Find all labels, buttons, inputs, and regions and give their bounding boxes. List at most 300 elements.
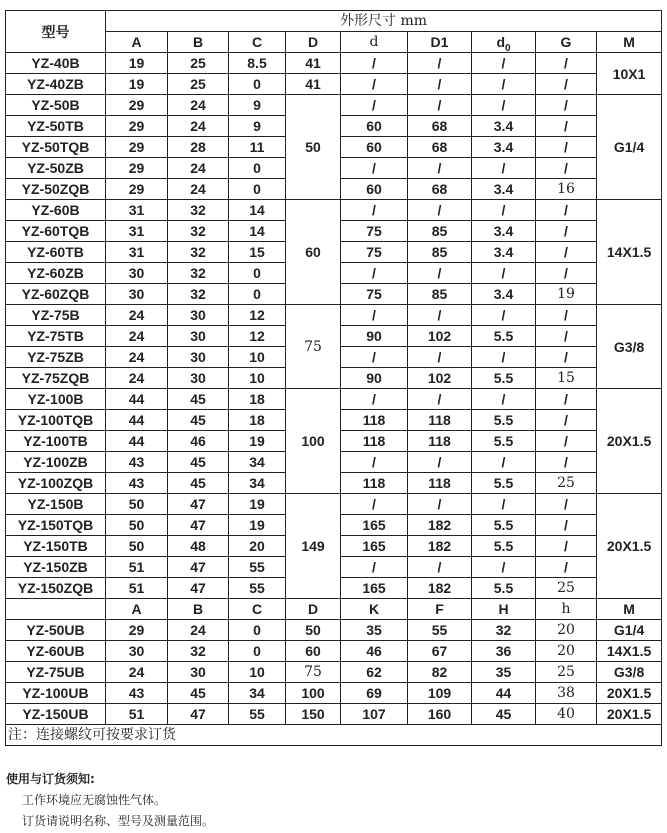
model-cell: YZ-100UB xyxy=(6,683,106,704)
model-cell: YZ-150ZB xyxy=(6,557,106,578)
dim-g-cell: / xyxy=(536,263,597,284)
dim-b-cell: 32 xyxy=(168,242,229,263)
table-row xyxy=(6,620,662,641)
dim-a-cell: 51 xyxy=(106,557,168,578)
dim-g-cell: / xyxy=(536,95,597,116)
dim-b-cell: 30 xyxy=(168,326,229,347)
dim-c-cell: 0 xyxy=(229,158,286,179)
dim-f-cell: 160 xyxy=(408,704,472,725)
dim-b-cell: 47 xyxy=(168,704,229,725)
dim-a-cell: 19 xyxy=(106,53,168,74)
dim-g-cell: 25 xyxy=(536,578,597,599)
dim-g-cell: / xyxy=(536,200,597,221)
column-header: C xyxy=(229,599,286,620)
dim-g-cell: / xyxy=(536,452,597,473)
dim-d0-cell: 3.4 xyxy=(472,116,536,137)
dim-d1-cell: 182 xyxy=(408,578,472,599)
dim-d1-cell: / xyxy=(408,53,472,74)
dim-a-cell: 29 xyxy=(106,620,168,641)
note-row xyxy=(6,725,662,746)
dim-d1-cell: / xyxy=(408,95,472,116)
dim-k-cell: 35 xyxy=(341,620,408,641)
model-cell: YZ-100B xyxy=(6,389,106,410)
model-cell: YZ-100TB xyxy=(6,431,106,452)
dim-g-cell: / xyxy=(536,410,597,431)
column-header: M xyxy=(597,32,662,53)
model-cell: YZ-75UB xyxy=(6,662,106,683)
dim-d1-cell: 182 xyxy=(408,536,472,557)
dim-c-cell: 10 xyxy=(229,368,286,389)
dim-b-cell: 46 xyxy=(168,431,229,452)
dim-a-cell: 51 xyxy=(106,704,168,725)
model-cell: YZ-50TB xyxy=(6,116,106,137)
dim-a-cell: 29 xyxy=(106,158,168,179)
dim-d1-cell: / xyxy=(408,494,472,515)
dim-m-cell: 14X1.5 xyxy=(597,641,662,662)
dim-g-cell: / xyxy=(536,431,597,452)
dim-b-cell: 25 xyxy=(168,74,229,95)
dim-g-cell: / xyxy=(536,326,597,347)
dim-b-cell: 45 xyxy=(168,410,229,431)
table-note: 注：连接螺纹可按要求订货 xyxy=(6,725,662,746)
dim-small-d-cell: 118 xyxy=(341,410,408,431)
dim-b-cell: 24 xyxy=(168,95,229,116)
usage-title: 使用与订货须知: xyxy=(6,772,95,786)
dim-b-cell: 28 xyxy=(168,137,229,158)
column-header: G xyxy=(536,32,597,53)
dim-d0-cell: / xyxy=(472,200,536,221)
dim-d1-cell: 102 xyxy=(408,368,472,389)
dim-g-cell: / xyxy=(536,305,597,326)
dim-c-cell: 55 xyxy=(229,557,286,578)
model-column-header: 型号 xyxy=(6,11,106,53)
dim-a-cell: 29 xyxy=(106,179,168,200)
dim-small-d-cell: / xyxy=(341,53,408,74)
dim-c-cell: 19 xyxy=(229,494,286,515)
model-cell: YZ-75B xyxy=(6,305,106,326)
dim-small-d-cell: / xyxy=(341,557,408,578)
dim-b-cell: 48 xyxy=(168,536,229,557)
dim-a-cell: 30 xyxy=(106,284,168,305)
dim-d0-cell: 5.5 xyxy=(472,431,536,452)
dim-f-cell: 67 xyxy=(408,641,472,662)
dim-b-cell: 32 xyxy=(168,641,229,662)
dim-a-cell: 50 xyxy=(106,494,168,515)
dim-d1-cell: 102 xyxy=(408,326,472,347)
dim-d0-cell: 3.4 xyxy=(472,137,536,158)
dim-d1-cell: 85 xyxy=(408,242,472,263)
dim-c-cell: 0 xyxy=(229,74,286,95)
column-header: M xyxy=(597,599,662,620)
table-row xyxy=(6,683,662,704)
table-row xyxy=(6,200,662,221)
dim-d-cell: 150 xyxy=(286,704,341,725)
dim-a-cell: 43 xyxy=(106,683,168,704)
dim-d1-cell: 68 xyxy=(408,137,472,158)
dim-g-cell: / xyxy=(536,74,597,95)
dim-small-d-cell: / xyxy=(341,305,408,326)
dim-d0-cell: 5.5 xyxy=(472,473,536,494)
dim-d0-cell: / xyxy=(472,347,536,368)
dim-d1-cell: / xyxy=(408,263,472,284)
dim-h-cell: 20 xyxy=(536,641,597,662)
model-cell: YZ-75ZB xyxy=(6,347,106,368)
column-header: h xyxy=(536,599,597,620)
dim-h-cell: 32 xyxy=(472,620,536,641)
dim-small-d-cell: 165 xyxy=(341,578,408,599)
dim-small-d-cell: 75 xyxy=(341,284,408,305)
dim-k-cell: 46 xyxy=(341,641,408,662)
model-cell: YZ-100TQB xyxy=(6,410,106,431)
dim-f-cell: 82 xyxy=(408,662,472,683)
dim-small-d-cell: 118 xyxy=(341,473,408,494)
dim-h-cell: 25 xyxy=(536,662,597,683)
dim-c-cell: 18 xyxy=(229,410,286,431)
model-cell: YZ-40B xyxy=(6,53,106,74)
dim-d1-cell: 85 xyxy=(408,221,472,242)
dim-g-cell: 16 xyxy=(536,179,597,200)
dim-d-cell: 60 xyxy=(286,200,341,305)
dim-c-cell: 20 xyxy=(229,536,286,557)
dim-g-cell: / xyxy=(536,389,597,410)
dim-g-cell: / xyxy=(536,347,597,368)
dim-a-cell: 24 xyxy=(106,662,168,683)
dim-d1-cell: 68 xyxy=(408,116,472,137)
dim-c-cell: 0 xyxy=(229,641,286,662)
dim-a-cell: 44 xyxy=(106,410,168,431)
dim-d0-cell: / xyxy=(472,53,536,74)
model-cell: YZ-60ZQB xyxy=(6,284,106,305)
dim-a-cell: 43 xyxy=(106,473,168,494)
thread-m-cell: 20X1.5 xyxy=(597,389,662,494)
dim-d0-cell: / xyxy=(472,494,536,515)
dim-b-cell: 32 xyxy=(168,221,229,242)
column-header: A xyxy=(106,32,168,53)
thread-m-cell: 14X1.5 xyxy=(597,200,662,305)
dim-d-cell: 50 xyxy=(286,620,341,641)
dim-a-cell: 30 xyxy=(106,641,168,662)
dim-d1-cell: 85 xyxy=(408,284,472,305)
dim-c-cell: 55 xyxy=(229,578,286,599)
dim-h-cell: 20 xyxy=(536,620,597,641)
dim-small-d-cell: 60 xyxy=(341,116,408,137)
thread-m-cell: 20X1.5 xyxy=(597,494,662,599)
dim-b-cell: 25 xyxy=(168,53,229,74)
dim-d1-cell: / xyxy=(408,305,472,326)
dim-g-cell: / xyxy=(536,137,597,158)
dim-m-cell: 20X1.5 xyxy=(597,704,662,725)
dim-c-cell: 12 xyxy=(229,305,286,326)
column-header: B xyxy=(168,32,229,53)
dim-d0-cell: 5.5 xyxy=(472,326,536,347)
dim-d1-cell: 118 xyxy=(408,410,472,431)
dim-b-cell: 24 xyxy=(168,158,229,179)
dim-b-cell: 24 xyxy=(168,179,229,200)
dim-d0-cell: / xyxy=(472,158,536,179)
thread-m-cell: G3/8 xyxy=(597,305,662,389)
dim-g-cell: / xyxy=(536,536,597,557)
dim-small-d-cell: 60 xyxy=(341,137,408,158)
dim-d-cell: 41 xyxy=(286,53,341,74)
dim-b-cell: 30 xyxy=(168,368,229,389)
dim-d0-cell: 5.5 xyxy=(472,578,536,599)
dim-c-cell: 34 xyxy=(229,683,286,704)
table-row xyxy=(6,641,662,662)
dim-d1-cell: / xyxy=(408,74,472,95)
dim-small-d-cell: 75 xyxy=(341,242,408,263)
table-row xyxy=(6,494,662,515)
dim-d-cell: 75 xyxy=(286,305,341,389)
dim-small-d-cell: / xyxy=(341,95,408,116)
usage-line: 订货请说明名称、型号及测量范围。 xyxy=(22,814,215,828)
dim-h-cell: 38 xyxy=(536,683,597,704)
dim-d0-cell: / xyxy=(472,74,536,95)
table-row xyxy=(6,389,662,410)
dim-b-cell: 47 xyxy=(168,578,229,599)
dim-a-cell: 50 xyxy=(106,536,168,557)
dim-small-d-cell: 60 xyxy=(341,179,408,200)
dim-c-cell: 9 xyxy=(229,95,286,116)
column-header: C xyxy=(229,32,286,53)
model-cell: YZ-150ZQB xyxy=(6,578,106,599)
dim-d1-cell: / xyxy=(408,557,472,578)
dim-d0-cell: / xyxy=(472,452,536,473)
dim-g-cell: 25 xyxy=(536,473,597,494)
table-row xyxy=(6,74,662,95)
dim-a-cell: 51 xyxy=(106,578,168,599)
dim-d1-cell: 68 xyxy=(408,179,472,200)
column-header: B xyxy=(168,599,229,620)
table-row xyxy=(6,53,662,74)
dim-c-cell: 0 xyxy=(229,179,286,200)
dim-c-cell: 19 xyxy=(229,431,286,452)
dim-c-cell: 10 xyxy=(229,662,286,683)
dim-d1-cell: / xyxy=(408,200,472,221)
dim-g-cell: / xyxy=(536,53,597,74)
dim-d1-cell: 118 xyxy=(408,473,472,494)
dim-m-cell: G3/8 xyxy=(597,662,662,683)
model-cell: YZ-100ZB xyxy=(6,452,106,473)
dim-c-cell: 12 xyxy=(229,326,286,347)
dim-a-cell: 29 xyxy=(106,95,168,116)
dim-d1-cell: / xyxy=(408,389,472,410)
dim-h-cell: 35 xyxy=(472,662,536,683)
dim-c-cell: 0 xyxy=(229,620,286,641)
dim-small-d-cell: / xyxy=(341,494,408,515)
usage-line: 工作环境应无腐蚀性气体。 xyxy=(22,793,167,807)
dim-g-cell: 15 xyxy=(536,368,597,389)
dim-b-cell: 45 xyxy=(168,473,229,494)
dim-m-cell: 20X1.5 xyxy=(597,683,662,704)
column-header: K xyxy=(341,599,408,620)
dim-a-cell: 24 xyxy=(106,347,168,368)
model-cell: YZ-60ZB xyxy=(6,263,106,284)
column-header: F xyxy=(408,599,472,620)
dim-d-cell: 75 xyxy=(286,662,341,683)
dim-g-cell: / xyxy=(536,158,597,179)
dim-d-cell: 41 xyxy=(286,74,341,95)
dim-b-cell: 45 xyxy=(168,452,229,473)
dim-a-cell: 24 xyxy=(106,305,168,326)
dim-small-d-cell: 90 xyxy=(341,326,408,347)
model-cell: YZ-150TB xyxy=(6,536,106,557)
model-cell: YZ-150UB xyxy=(6,704,106,725)
dim-d1-cell: 118 xyxy=(408,431,472,452)
dim-c-cell: 10 xyxy=(229,347,286,368)
column-header: D xyxy=(286,599,341,620)
dim-d0-cell: / xyxy=(472,557,536,578)
dim-b-cell: 47 xyxy=(168,557,229,578)
dim-small-d-cell: 165 xyxy=(341,515,408,536)
empty-cell xyxy=(6,599,106,620)
model-cell: YZ-40ZB xyxy=(6,74,106,95)
dim-b-cell: 45 xyxy=(168,683,229,704)
column-header-text: d xyxy=(496,34,505,50)
dim-d-cell: 100 xyxy=(286,389,341,494)
model-cell: YZ-50TQB xyxy=(6,137,106,158)
table-row xyxy=(6,305,662,326)
thread-m-cell: G1/4 xyxy=(597,95,662,200)
table-row xyxy=(6,704,662,725)
dim-a-cell: 19 xyxy=(106,74,168,95)
dim-a-cell: 44 xyxy=(106,389,168,410)
dim-c-cell: 0 xyxy=(229,263,286,284)
model-cell: YZ-60UB xyxy=(6,641,106,662)
dim-c-cell: 14 xyxy=(229,200,286,221)
dim-b-cell: 47 xyxy=(168,515,229,536)
dim-d-cell: 50 xyxy=(286,95,341,200)
dim-d0-cell: 5.5 xyxy=(472,536,536,557)
dim-g-cell: / xyxy=(536,116,597,137)
dim-d0-cell: 3.4 xyxy=(472,221,536,242)
dim-m-cell: G1/4 xyxy=(597,620,662,641)
dim-d1-cell: / xyxy=(408,452,472,473)
dimensions-header: 外形尺寸 mm xyxy=(106,11,662,32)
dim-c-cell: 18 xyxy=(229,389,286,410)
dim-b-cell: 45 xyxy=(168,389,229,410)
dim-a-cell: 24 xyxy=(106,368,168,389)
header-row xyxy=(6,11,662,32)
model-cell: YZ-100ZQB xyxy=(6,473,106,494)
dim-d-cell: 149 xyxy=(286,494,341,599)
model-cell: YZ-50ZB xyxy=(6,158,106,179)
dim-k-cell: 69 xyxy=(341,683,408,704)
dim-d0-cell: 5.5 xyxy=(472,368,536,389)
dim-d-cell: 100 xyxy=(286,683,341,704)
dim-g-cell: / xyxy=(536,494,597,515)
usage-notes xyxy=(6,770,214,833)
dim-d0-cell: / xyxy=(472,95,536,116)
dim-c-cell: 0 xyxy=(229,284,286,305)
dim-f-cell: 55 xyxy=(408,620,472,641)
dim-k-cell: 107 xyxy=(341,704,408,725)
dim-a-cell: 29 xyxy=(106,137,168,158)
dim-a-cell: 43 xyxy=(106,452,168,473)
dim-h-cell: 44 xyxy=(472,683,536,704)
dim-d0-cell: / xyxy=(472,305,536,326)
dim-d0-cell: 5.5 xyxy=(472,410,536,431)
dim-k-cell: 62 xyxy=(341,662,408,683)
column-header: D xyxy=(286,32,341,53)
dim-c-cell: 19 xyxy=(229,515,286,536)
dim-c-cell: 34 xyxy=(229,473,286,494)
dim-d1-cell: 182 xyxy=(408,515,472,536)
dim-c-cell: 55 xyxy=(229,704,286,725)
model-cell: YZ-60B xyxy=(6,200,106,221)
dim-small-d-cell: / xyxy=(341,347,408,368)
dim-c-cell: 9 xyxy=(229,116,286,137)
dim-g-cell: / xyxy=(536,557,597,578)
sub-header-row xyxy=(6,599,662,620)
dim-h-cell: 40 xyxy=(536,704,597,725)
dim-small-d-cell: / xyxy=(341,158,408,179)
dim-a-cell: 30 xyxy=(106,263,168,284)
dim-g-cell: / xyxy=(536,221,597,242)
dim-c-cell: 8.5 xyxy=(229,53,286,74)
dim-small-d-cell: / xyxy=(341,452,408,473)
dim-small-d-cell: / xyxy=(341,200,408,221)
thread-m-cell: 10X1 xyxy=(597,53,662,95)
dim-a-cell: 24 xyxy=(106,326,168,347)
dim-small-d-cell: 75 xyxy=(341,221,408,242)
dim-b-cell: 47 xyxy=(168,494,229,515)
model-cell: YZ-150B xyxy=(6,494,106,515)
dim-g-cell: / xyxy=(536,515,597,536)
dim-d0-cell: / xyxy=(472,263,536,284)
dim-b-cell: 24 xyxy=(168,116,229,137)
dim-c-cell: 14 xyxy=(229,221,286,242)
dim-a-cell: 31 xyxy=(106,242,168,263)
dim-f-cell: 109 xyxy=(408,683,472,704)
dim-b-cell: 32 xyxy=(168,263,229,284)
model-cell: YZ-150TQB xyxy=(6,515,106,536)
dim-d-cell: 60 xyxy=(286,641,341,662)
model-cell: YZ-50ZQB xyxy=(6,179,106,200)
table-row xyxy=(6,662,662,683)
dim-d0-cell: 5.5 xyxy=(472,515,536,536)
dim-d0-cell: 3.4 xyxy=(472,284,536,305)
model-cell: YZ-60TQB xyxy=(6,221,106,242)
dim-c-cell: 34 xyxy=(229,452,286,473)
dim-a-cell: 29 xyxy=(106,116,168,137)
dim-small-d-cell: / xyxy=(341,74,408,95)
model-cell: YZ-60TB xyxy=(6,242,106,263)
dim-b-cell: 24 xyxy=(168,620,229,641)
dim-small-d-cell: 118 xyxy=(341,431,408,452)
dim-b-cell: 32 xyxy=(168,200,229,221)
dim-h-cell: 36 xyxy=(472,641,536,662)
column-header: d xyxy=(341,32,408,53)
dim-a-cell: 44 xyxy=(106,431,168,452)
dim-g-cell: 19 xyxy=(536,284,597,305)
column-header xyxy=(472,32,536,53)
dim-a-cell: 31 xyxy=(106,221,168,242)
dim-d0-cell: 3.4 xyxy=(472,179,536,200)
dim-b-cell: 30 xyxy=(168,347,229,368)
model-cell: YZ-75ZQB xyxy=(6,368,106,389)
dim-b-cell: 30 xyxy=(168,662,229,683)
dim-b-cell: 30 xyxy=(168,305,229,326)
dim-c-cell: 11 xyxy=(229,137,286,158)
dim-a-cell: 50 xyxy=(106,515,168,536)
column-header: A xyxy=(106,599,168,620)
dim-d0-cell: / xyxy=(472,389,536,410)
dim-h-cell: 45 xyxy=(472,704,536,725)
model-cell: YZ-75TB xyxy=(6,326,106,347)
dim-d1-cell: / xyxy=(408,158,472,179)
dim-small-d-cell: 165 xyxy=(341,536,408,557)
model-cell: YZ-50B xyxy=(6,95,106,116)
